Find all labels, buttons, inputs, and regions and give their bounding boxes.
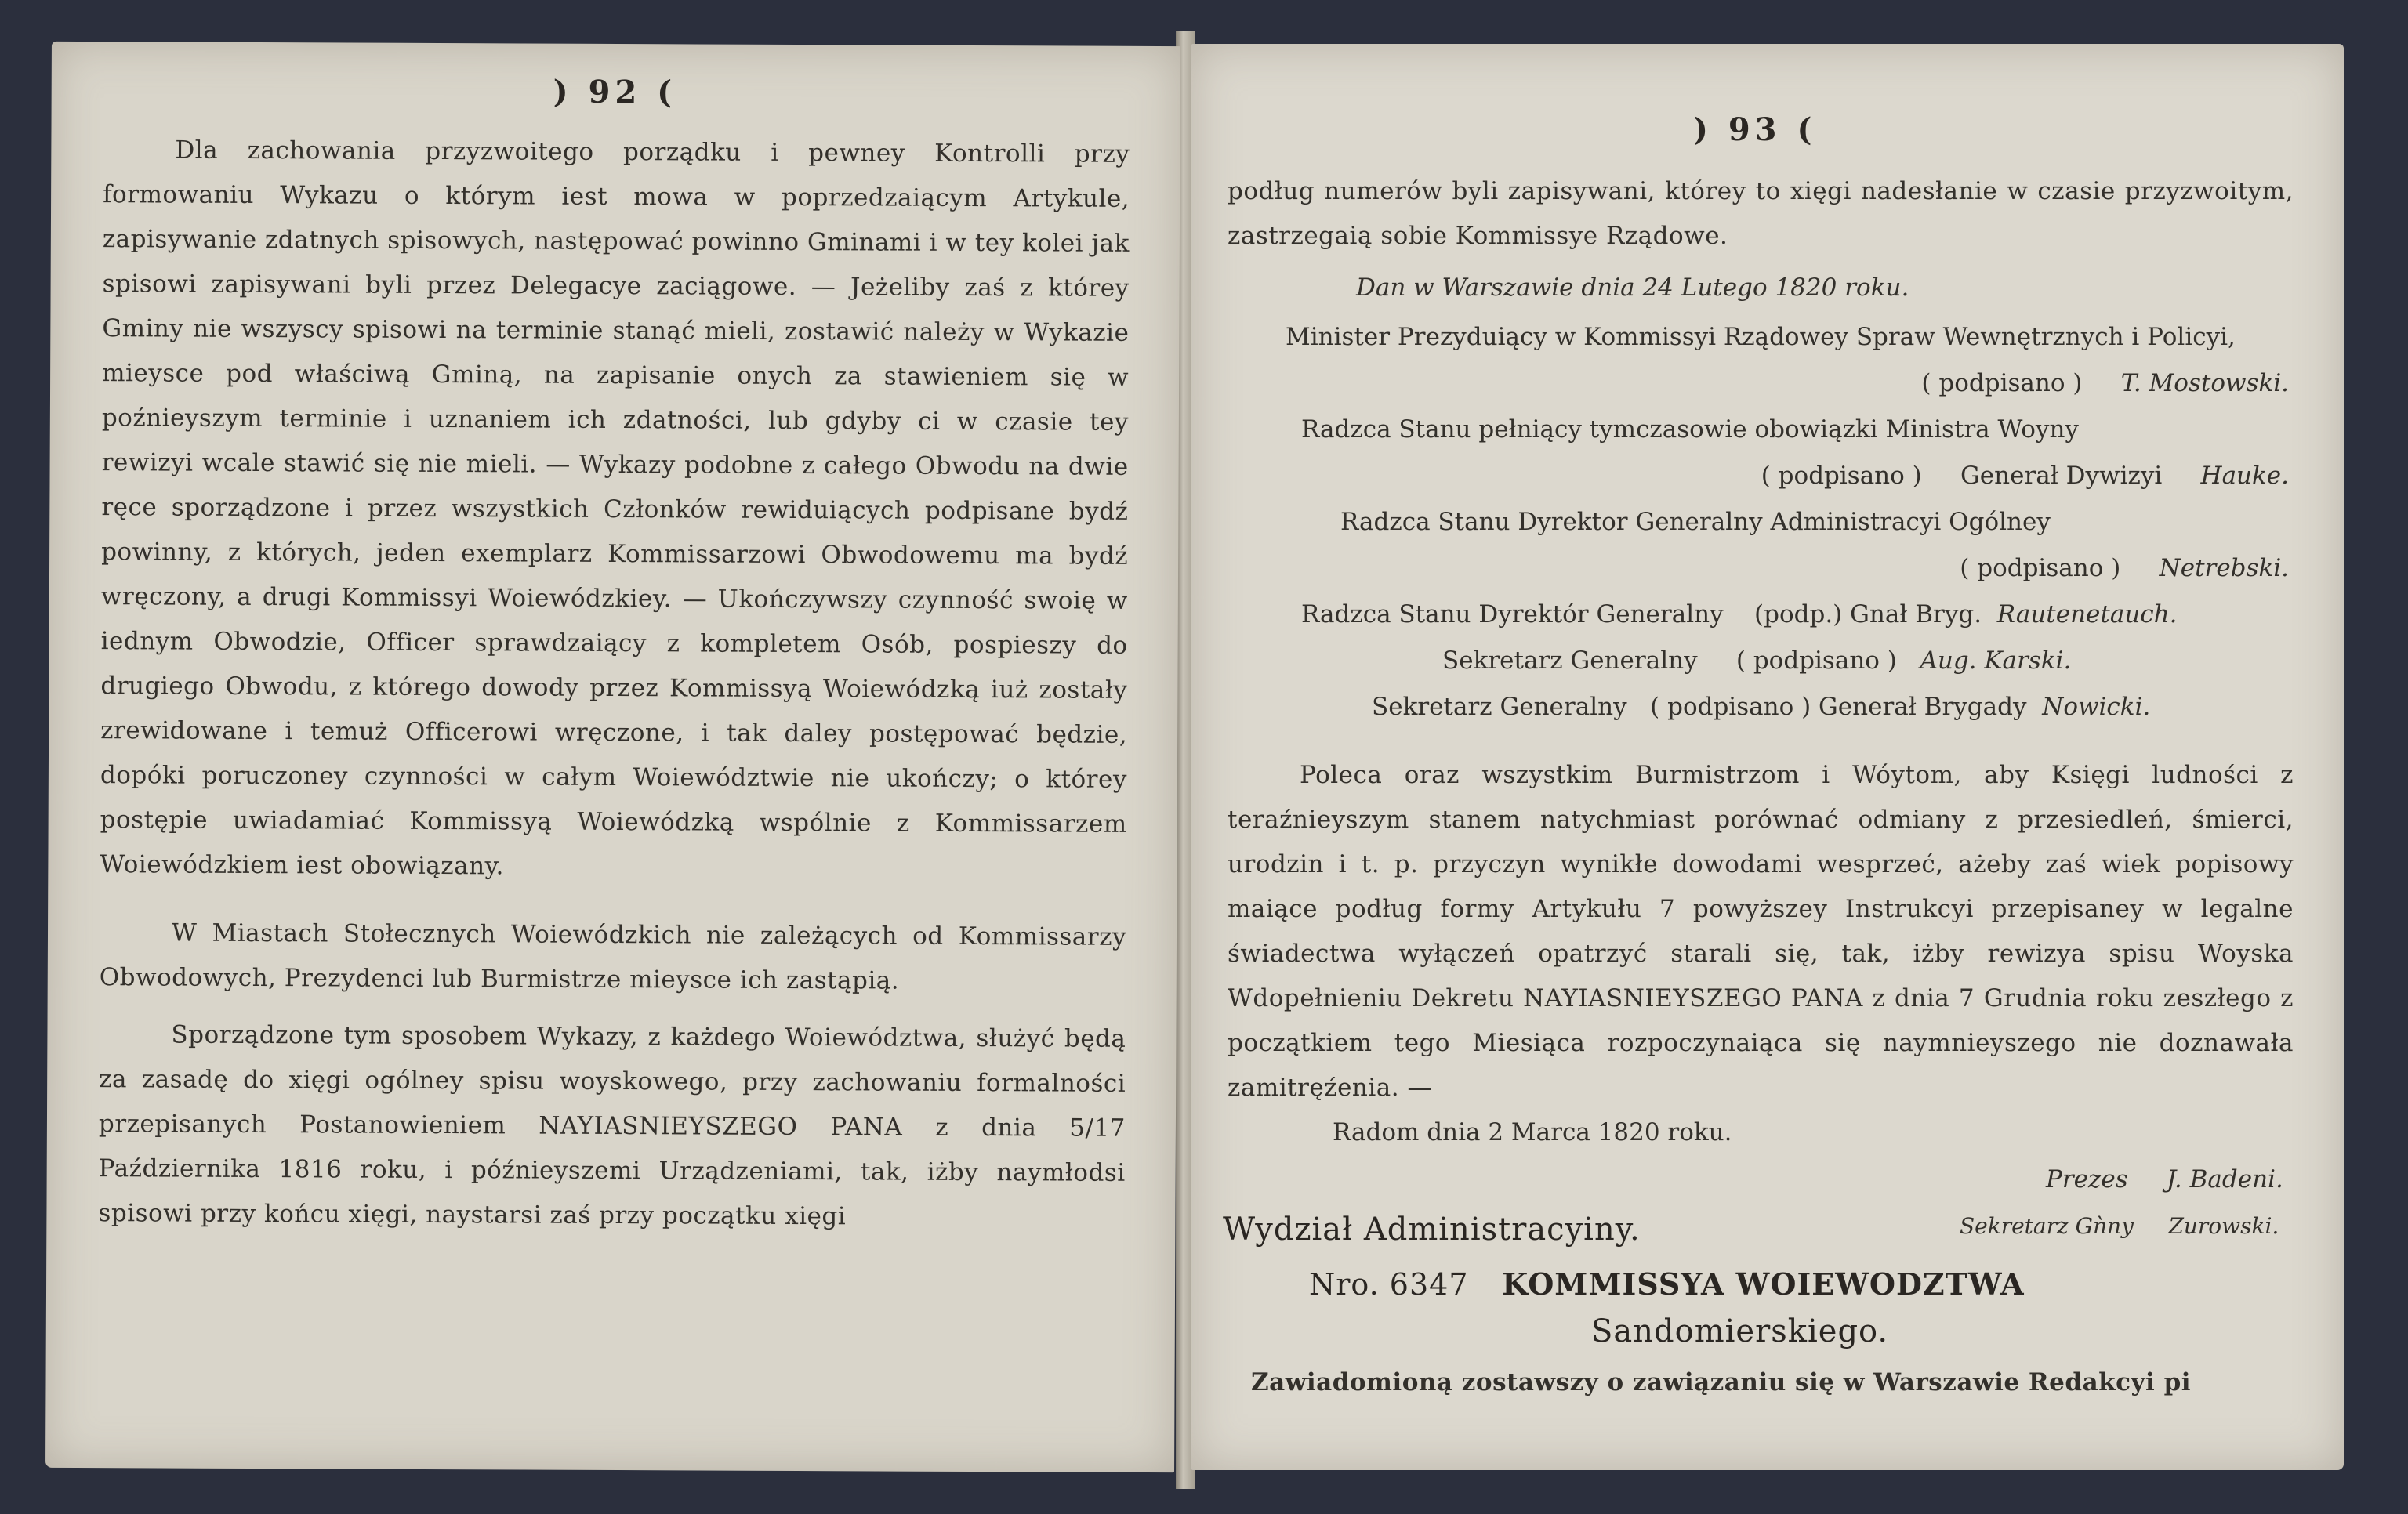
signature-2 <box>1286 453 2289 499</box>
closing-signatures <box>1858 1157 2297 1249</box>
document-number: Nro. 6347 <box>1309 1267 1469 1302</box>
signature-4 <box>1286 592 2289 638</box>
closing-sig-1 <box>1858 1157 2297 1203</box>
authority-name: KOMMISSYA WOIEWODZTWA <box>1502 1266 2025 1302</box>
authority-subheading: Sandomierskiego. <box>1591 1313 1889 1349</box>
closing-sig-2-name: Zurowski. <box>2168 1213 2279 1239</box>
signature-3-mark: ( podpisano ) <box>1960 554 2121 582</box>
signature-1-name: T. Mostowski. <box>2120 369 2289 397</box>
signature-3-name: Netrebski. <box>2159 554 2289 582</box>
signature-6-mark: ( podpisano ) Generał Brygady <box>1650 693 2027 721</box>
signature-4-mark: (podp.) Gnał Bryg. <box>1754 600 1982 628</box>
right-page-number: ) 93 ( <box>1693 111 1817 148</box>
signature-4-title: Radzca Stanu Dyrektór Generalny <box>1301 600 1724 628</box>
signature-3 <box>1286 545 2289 592</box>
paragraph-kontrola: Dla zachowania przyzwoitego porządku i pewney Kontrolli przy formowaniu Wykazu o którym iest mowa w poprzedzaiącym Artykule, zapisywanie zdatnych spisowych, następować powinno Gminami i w tey kolei jak spisowi zapisywani byli przez Delegacye zaciągowe. — Jeżeliby zaś z którey Gminy nie wszyscy spisowi na terminie stanąć mieli, zostawić należy w Wykazie mieysce pod właściwą Gminą, na zapisanie onych za stawieniem się w poźnieyszym terminie i uznaniem ich zdatności, lub gdyby ci w czasie tey rewizyi wcale stawić się nie mieli. — Wykazy podobne z całego Obwodu na dwie ręce sporządzone i przez wszystkich Członków rewiduiących podpisane bydź powinny, z których, jeden exemplarz Kommissarzowi Obwodowemu ma bydź wręczony, a drugi Kommissyi Woiewódzkiey. — Ukończywszy czynność swoię w iednym Obwodzie, Officer sprawdzaiący z kompletem Osób, pospieszy do drugiego Obwodu, z którego dowody przez Kommissyą Woiewódzką iuż zostały zrewidowane i temuż Officerowi wręczone, i tak daley postępować będzie, dopóki poruczoney czynności w całym Woiewództwie nie ukończy; o którey postępie uwiadamiać Kommissyą Woiewódzką wspólnie z Kommissarzem Woiewódzkiem iest obowiązany. <box>100 136 1130 881</box>
authority-heading <box>1309 1266 2025 1302</box>
closing-sig-2 <box>1858 1203 2297 1249</box>
signature-5-title: Sekretarz Generalny <box>1442 647 1698 675</box>
left-page-number: ) 92 ( <box>553 73 677 111</box>
paragraph-wykazy: Sporządzone tym sposobem Wykazy, z każdego Woiewództwa, służyć będą za zasadę do xięgi ogólney spisu woyskowego, przy zachowaniu formalności przepisanych Postanowieniem NAYIASNIEYSZEGO PANA z dnia 5/17 Października 1816 roku, i późnieyszemi Urządzeniami, tak, iżby naymłodsi spisowi przy końcu xięgi, naystarsi zaś przy początku xięgi <box>98 1020 1126 1231</box>
closing-sig-1-name: J. Badeni. <box>2166 1165 2283 1193</box>
dateline: Dan w Warszawie dnia 24 Lutego 1820 roku. <box>1356 273 1909 302</box>
final-line: Zawiadomioną zostawszy o zawiązaniu się w Warszawie Redakcyi pi <box>1251 1368 2192 1396</box>
signature-6-title: Sekretarz Generalny <box>1372 693 1627 721</box>
signature-5 <box>1286 638 2289 684</box>
signature-6 <box>1286 684 2289 730</box>
signature-1-title: Minister Prezyduiący w Kommissyi Rządowey Spraw Wewnętrznych i Policyi, <box>1286 323 2236 351</box>
right-page <box>1191 44 2344 1470</box>
signature-5-mark: ( podpisano ) <box>1735 647 1897 675</box>
department-heading: Wydział Administracyiny. <box>1223 1212 1641 1248</box>
signature-5-name: Aug. Karski. <box>1920 647 2072 675</box>
left-page-body <box>98 128 1130 1241</box>
closing-sig-1-role: Prezes <box>2046 1165 2128 1193</box>
signature-1-mark: ( podpisano ) <box>1921 369 2083 397</box>
signature-1 <box>1286 360 2289 407</box>
signature-6-name: Nowicki. <box>2042 693 2151 721</box>
signature-2-mark: ( podpisano ) <box>1761 462 1922 490</box>
closing-sig-2-role: Sekretarz Gǹny <box>1960 1213 2134 1239</box>
paragraph-miasta: W Miastach Stołecznych Woiewódzkich nie zależących od Kommissarzy Obwodowych, Prezydenci lub Burmistrze mieysce ich zastąpią. <box>99 918 1127 995</box>
signature-2-title: Radzca Stanu pełniący tymczasowie obowiązki Ministra Woyny <box>1301 415 2079 444</box>
signature-block <box>1286 314 2289 730</box>
right-page-opening: podług numerów byli zapisywani, którey to xięgi nadesłanie w czasie przyzwoitym, zastrzegaią sobie Kommissye Rządowe. <box>1228 177 2294 250</box>
left-page <box>45 42 1180 1472</box>
signature-2-prefix: Generał Dywizyi <box>1960 462 2163 490</box>
signature-3-title: Radzca Stanu Dyrektor Generalny Administracyi Ogólney <box>1340 508 2051 536</box>
signature-4-name: Rautenetauch. <box>1996 600 2178 628</box>
right-page-body: Poleca oraz wszystkim Burmistrzom i Wóytom, aby Księgi ludności z teraźnieyszym stanem natychmiast porównać odmiany z przesiedleń, śmierci, urodzin i t. p. przyczyn wynikłe dowodami wesprzeć, ażeby zaś wiek popisowy maiące podług formy Artykułu 7 powyższey Instrukcyi przepisaney w legalne świadectwa wyłączeń opatrzyć starali się, tak, iżby rewizya spisu Woyska Wdopełnieniu Dekretu NAYIASNIEYSZEGO PANA z dnia 7 Grudnia roku zeszłego z początkiem tego Miesiąca rozpoczynaiąca się naymnieyszego nie doznawała zamitręźenia. — <box>1228 761 2294 1102</box>
signature-2-name: Hauke. <box>2200 462 2289 490</box>
place-date: Radom dnia 2 Marca 1820 roku. <box>1333 1118 1732 1146</box>
